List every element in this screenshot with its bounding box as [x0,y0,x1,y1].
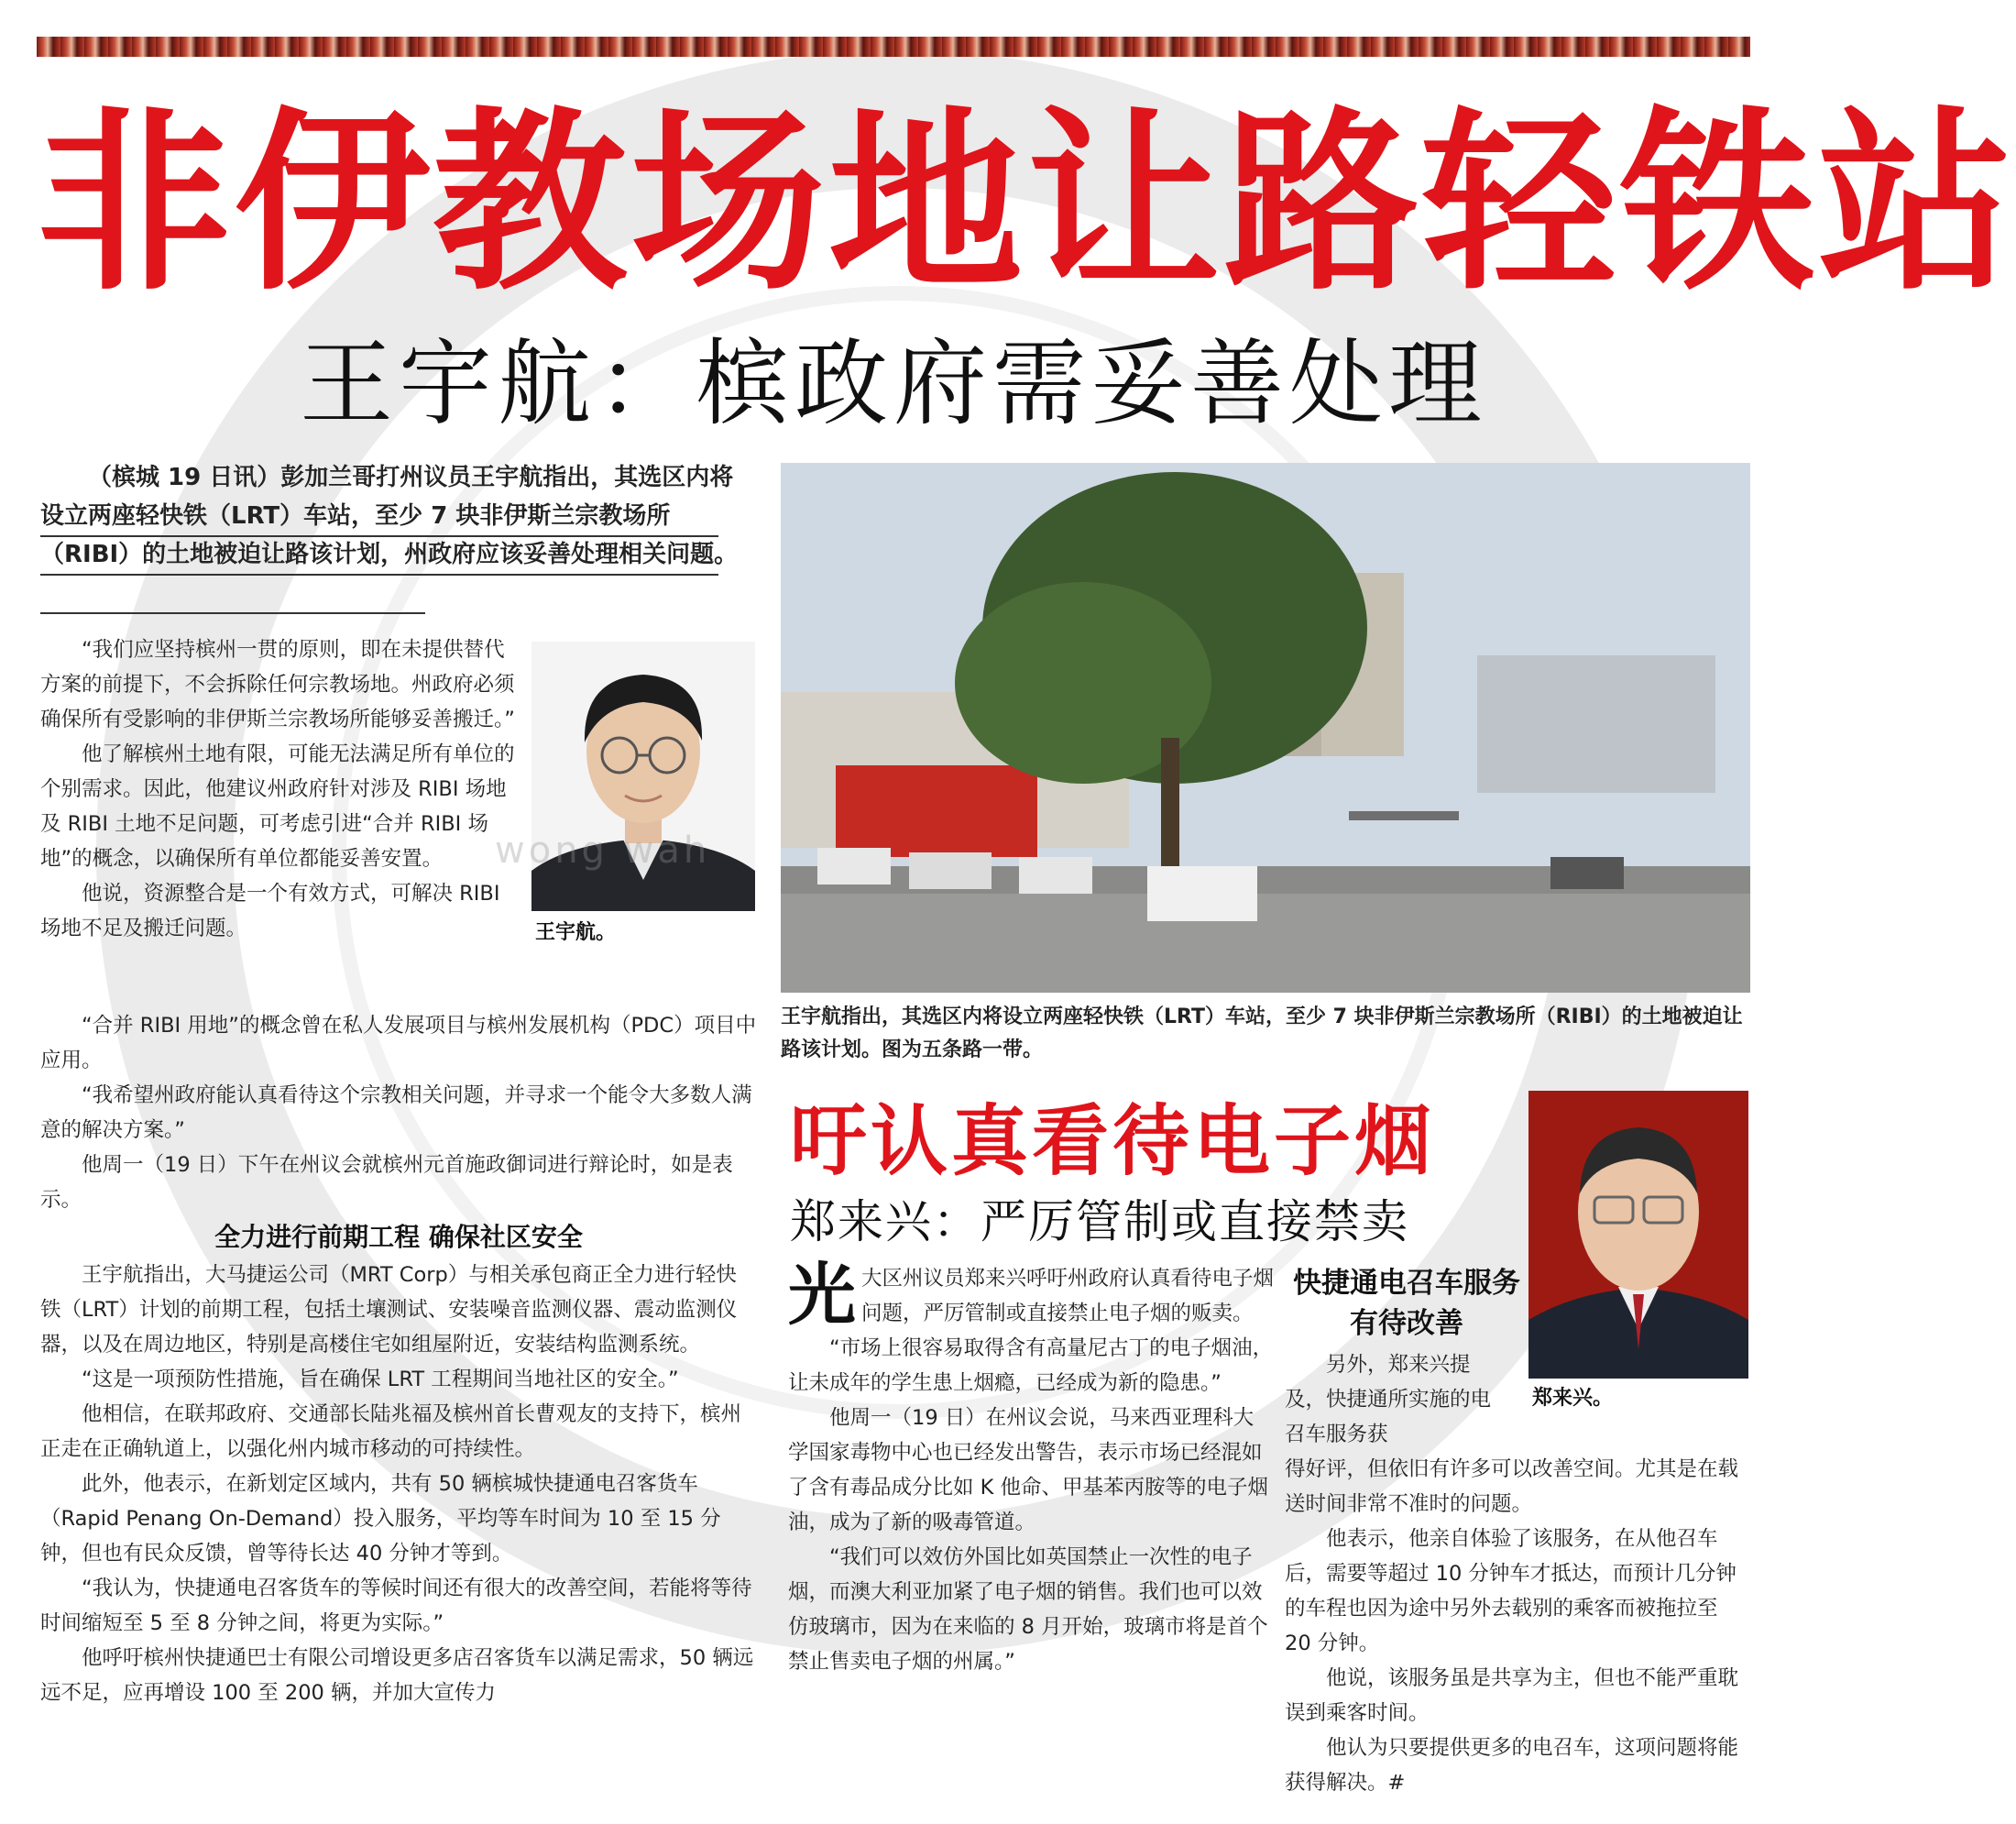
paragraph: “我们可以效仿外国比如英国禁止一次性的电子烟，而澳大利亚加紧了电子烟的销售。我们也可以效仿玻璃市，因为在来临的 8 月开始，玻璃市将是首个禁止售卖电子烟的州属。” [788,1545,1268,1674]
photo-caption: 王宇航指出，其选区内将设立两座轻快铁（LRT）车站，至少 7 块非伊斯兰宗教场所（RIBI）的土地被迫让路该计划。图为五条路一带。 [781,1005,1743,1061]
paragraph: 他说，资源整合是一个有效方式，可解决 RIBI 场地不足及搬迁问题。 [40,882,500,940]
sidebar-body [1285,1452,1748,1800]
paragraph: 王宇航指出，大马捷运公司（MRT Corp）与相关承包商正全力进行轻快铁（LRT）计划的前期工程，包括土壤测试、安装噪音监测仪器、震动监测仪器，以及在周边地区，特别是高楼住宅如组屋附近，安装结构监测系统。 [40,1263,738,1357]
sidebar-heading: 快捷通电召车服务有待改善 [1293,1267,1520,1340]
col1-narrow [40,632,515,946]
watermark-text: wong wah [495,830,711,872]
lead-paragraph: （槟城 19 日讯）彭加兰哥打州议员王宇航指出，其选区内将设立两座轻快铁（LRT）车站，至少 7 块非伊斯兰宗教场所（RIBI）的土地被迫让路该计划，州政府应该妥善处理相关问题。 [40,464,739,568]
col1-full [40,1008,757,1710]
paragraph: 他呼吁槟州快捷通巴士有限公司增设更多店召客货车以满足需求，50 辆远远不足，应再增设 100 至 200 辆，并加大宣传力 [40,1646,754,1705]
paragraph: 他周一（19 日）下午在州议会就槟州元首施政御词进行辩论时，如是表示。 [40,1153,733,1212]
portrait-zheng-lai-xing [1528,1091,1748,1379]
lead-underline-3 [40,612,425,614]
paragraph: 他周一（19 日）在州议会说，马来西亚理科大学国家毒物中心也已经发出警告，表示市场已经混如了含有毒品成分比如 K 他命、甲基苯丙胺等的电子烟油，成为了新的吸毒管道。 [788,1406,1269,1534]
paragraph: 得好评，但依旧有许多可以改善空间。尤其是在载送时间非常不准时的问题。 [1285,1457,1739,1516]
paragraph: “我们应坚持槟州一贯的原则，即在未提供替代方案的前提下，不会拆除任何宗教场地。州政府必须确保所有受影响的非伊斯兰宗教场所能够妥善搬迁。” [40,638,515,731]
dropcap: 光 [788,1256,856,1335]
lead-underline-2 [40,574,718,576]
story2-first-paragraph [788,1256,1275,1335]
story2-body [788,1256,1275,1679]
street-photo [781,463,1750,993]
paragraph: “我希望州政府能认真看待这个宗教相关问题，并寻求一个能令大多数人满意的解决方案。” [40,1083,752,1142]
sidebar-narrow [1285,1347,1501,1452]
story2-subheadline: 郑来兴：严厉管制或直接禁卖 [790,1195,1409,1248]
portrait1-caption: 王宇航。 [535,921,617,944]
paragraph: “我认为，快捷通电召客货车的等候时间还有很大的改善空间，若能将等待时间缩短至 5 至 8 分钟之间，将更为实际。” [40,1577,752,1635]
paragraph: 他表示，他亲自体验了该服务，在从他召车后，需要等超过 10 分钟车才抵达，而预计几分钟的车程也因为途中另外去载别的乘客而被拖拉至 20 分钟。 [1285,1527,1737,1655]
paragraph: “合并 RIBI 用地”的概念曾在私人发展项目与槟州发展机构（PDC）项目中应用。 [40,1014,757,1072]
paragraph: 他说，该服务虽是共享为主，但也不能严重耽误到乘客时间。 [1285,1666,1739,1725]
section-heading: 全力进行前期工程 确保社区安全 [214,1222,583,1252]
paragraph: 他了解槟州土地有限，可能无法满足所有单位的个别需求。因此，他建议州政府针对涉及 RIBI 场地及 RIBI 土地不足问题，可考虑引进“合并 RIBI 场地”的概念，以确保所有单位都能妥善安置。 [40,742,515,871]
lead-underline-1 [40,535,718,537]
portrait2-caption: 郑来兴。 [1532,1387,1614,1410]
paragraph: 此外，他表示，在新划定区域内，共有 50 辆槟城快捷通电召客货车（Rapid Penang On-Demand）投入服务，平均等车时间为 10 至 15 分钟，但也有民众反馈，曾等待长达 40 分钟才等到。 [40,1472,721,1566]
paragraph: 他认为只要提供更多的电召车，这项问题将能获得解决。# [1285,1736,1739,1795]
story2-first-text: 大区州议员郑来兴呼吁州政府认真看待电子烟问题，严厉管制或直接禁止电子烟的贩卖。 [861,1267,1275,1325]
paragraph: 另外，郑来兴提及，快捷通所实施的电召车服务获 [1285,1353,1492,1446]
paragraph: 他相信，在联邦政府、交通部长陆兆福及槟州首长曹观友的支持下，槟州正走在正确轨道上，以强化州内城市移动的可持续性。 [40,1402,742,1461]
top-decor-strip [37,37,1750,57]
main-headline: 非伊教场地让路轻铁站 [37,90,2016,316]
story2-headline: 吁认真看待电子烟 [790,1096,1436,1186]
main-subheadline: 王宇航：槟政府需妥善处理 [300,330,1487,439]
paragraph: “这是一项预防性措施，旨在确保 LRT 工程期间当地社区的安全。” [82,1368,679,1391]
paragraph: “市场上很容易取得含有高量尼古丁的电子烟油，让未成年的学生患上烟瘾，已经成为新的隐患。” [788,1336,1274,1395]
